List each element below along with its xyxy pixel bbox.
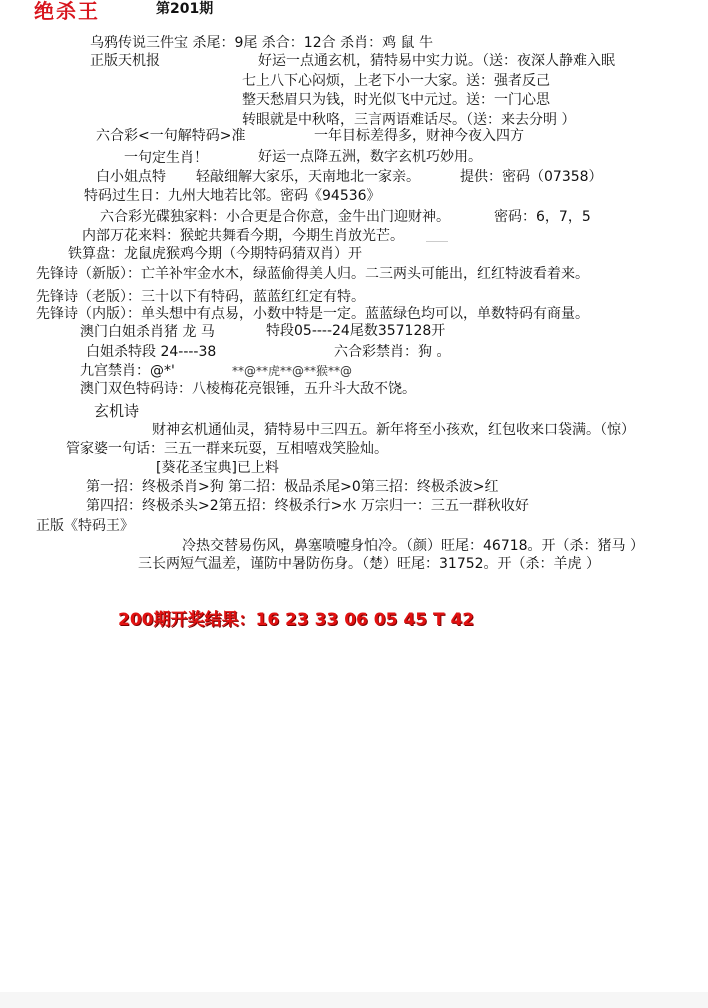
text-line: 白姐杀特段 24----38 [86, 344, 217, 360]
text-line: 好运一点通玄机，猜特易中实力说。（送：夜深人静难入眠 [258, 53, 615, 69]
text-line: 密码：6，7，5 [494, 209, 591, 225]
brand-title: 绝杀王 [34, 0, 100, 23]
text-line: 转眼就是中秋咯，三言两语难话尽。（送：来去分明 ） [242, 112, 576, 128]
divider [426, 241, 448, 242]
text-line: 澳门白姐杀肖猪 龙 马 [80, 324, 215, 340]
text-line: 先锋诗（老版）：三十以下有特码，蓝蓝红红定有特。 [36, 289, 365, 305]
text-line: 九宫禁肖：@*' [80, 363, 175, 379]
text-line: 乌鸦传说三件宝 杀尾：9尾 杀合：12合 杀肖：鸡 鼠 牛 [90, 35, 433, 51]
draw-result: 200期开奖结果：16 23 33 06 05 45 T 42 [118, 610, 475, 630]
text-line: 提供：密码（07358） [460, 169, 603, 185]
section-heading: 玄机诗 [94, 402, 140, 420]
text-line: 管家婆一句话：三五一群来玩耍，互相嘻戏笑脸灿。 [66, 441, 388, 457]
text-line: 白小姐点特 [96, 169, 166, 185]
section-heading: 正版《特码王》 [36, 518, 134, 534]
text-line: 内部万花来料：猴蛇共舞看今期，今期生肖放光芒。 [82, 228, 404, 244]
text-line: 好运一点降五洲，数字玄机巧妙用。 [258, 149, 482, 165]
bottom-strip [0, 992, 708, 1008]
text-line: 先锋诗（新版）：亡羊补牢金水木，绿蓝偷得美人归。二三两头可能出，红红特波看着来。 [36, 266, 589, 282]
text-line: 六合彩<一句解特码>准 [96, 128, 246, 144]
text-line: 特码过生日：九州大地若比邻。密码《94536》 [84, 188, 381, 204]
text-line: 三长两短气温差，谨防中暑防伤身。（楚）旺尾：31752。开（杀：羊虎 ） [138, 556, 600, 572]
text-line: 第四招：终极杀头>2第五招：终极杀行>水 万宗归一：三五一群秋收好 [86, 498, 529, 514]
text-line: 第一招：终极杀肖>狗 第二招：极品杀尾>0第三招：终极杀波>红 [86, 479, 499, 495]
text-line: 六合彩禁肖：狗 。 [334, 344, 451, 360]
text-line: 铁算盘：龙鼠虎猴鸡今期（今期特码猜双肖）开 [68, 246, 362, 262]
text-line: 轻敲细解大家乐，天南地北一家亲。 [196, 169, 420, 185]
section-heading: [葵花圣宝典]已上料 [156, 460, 279, 476]
text-line: 冷热交替易伤风，鼻塞喷嚏身怕冷。（颜）旺尾：46718。开（杀：猪马 ） [182, 538, 644, 554]
text-line: 财神玄机通仙灵，猜特易中三四五。新年将至小孩欢，红包收来口袋满。（惊） [152, 422, 635, 438]
text-line: 特段05----24尾数357128开 [266, 323, 446, 339]
text-line: 先锋诗（内版）：单头想中有点易，小数中特是一定。蓝蓝绿色均可以，单数特码有商量。 [36, 306, 589, 322]
text-line: 一句定生肖！ [124, 150, 208, 166]
issue-number: 第201期 [156, 1, 214, 17]
text-line: 一年目标差得多，财神今夜入四方 [314, 128, 524, 144]
text-line: 澳门双色特码诗：八棱梅花亮银锤，五升斗大敌不饶。 [80, 381, 416, 397]
text-line: 六合彩光碟独家料：小合更是合你意，金牛出门迎财神。 [100, 209, 450, 225]
text-line: 七上八下心闷烦，上老下小一大家。送：强者反己 [242, 73, 550, 89]
text-line: **@**虎**@**猴**@ [232, 364, 353, 378]
text-line: 正版天机报 [90, 53, 160, 69]
text-line: 整天愁眉只为钱，时光似飞中元过。送：一门心思 [242, 92, 550, 108]
